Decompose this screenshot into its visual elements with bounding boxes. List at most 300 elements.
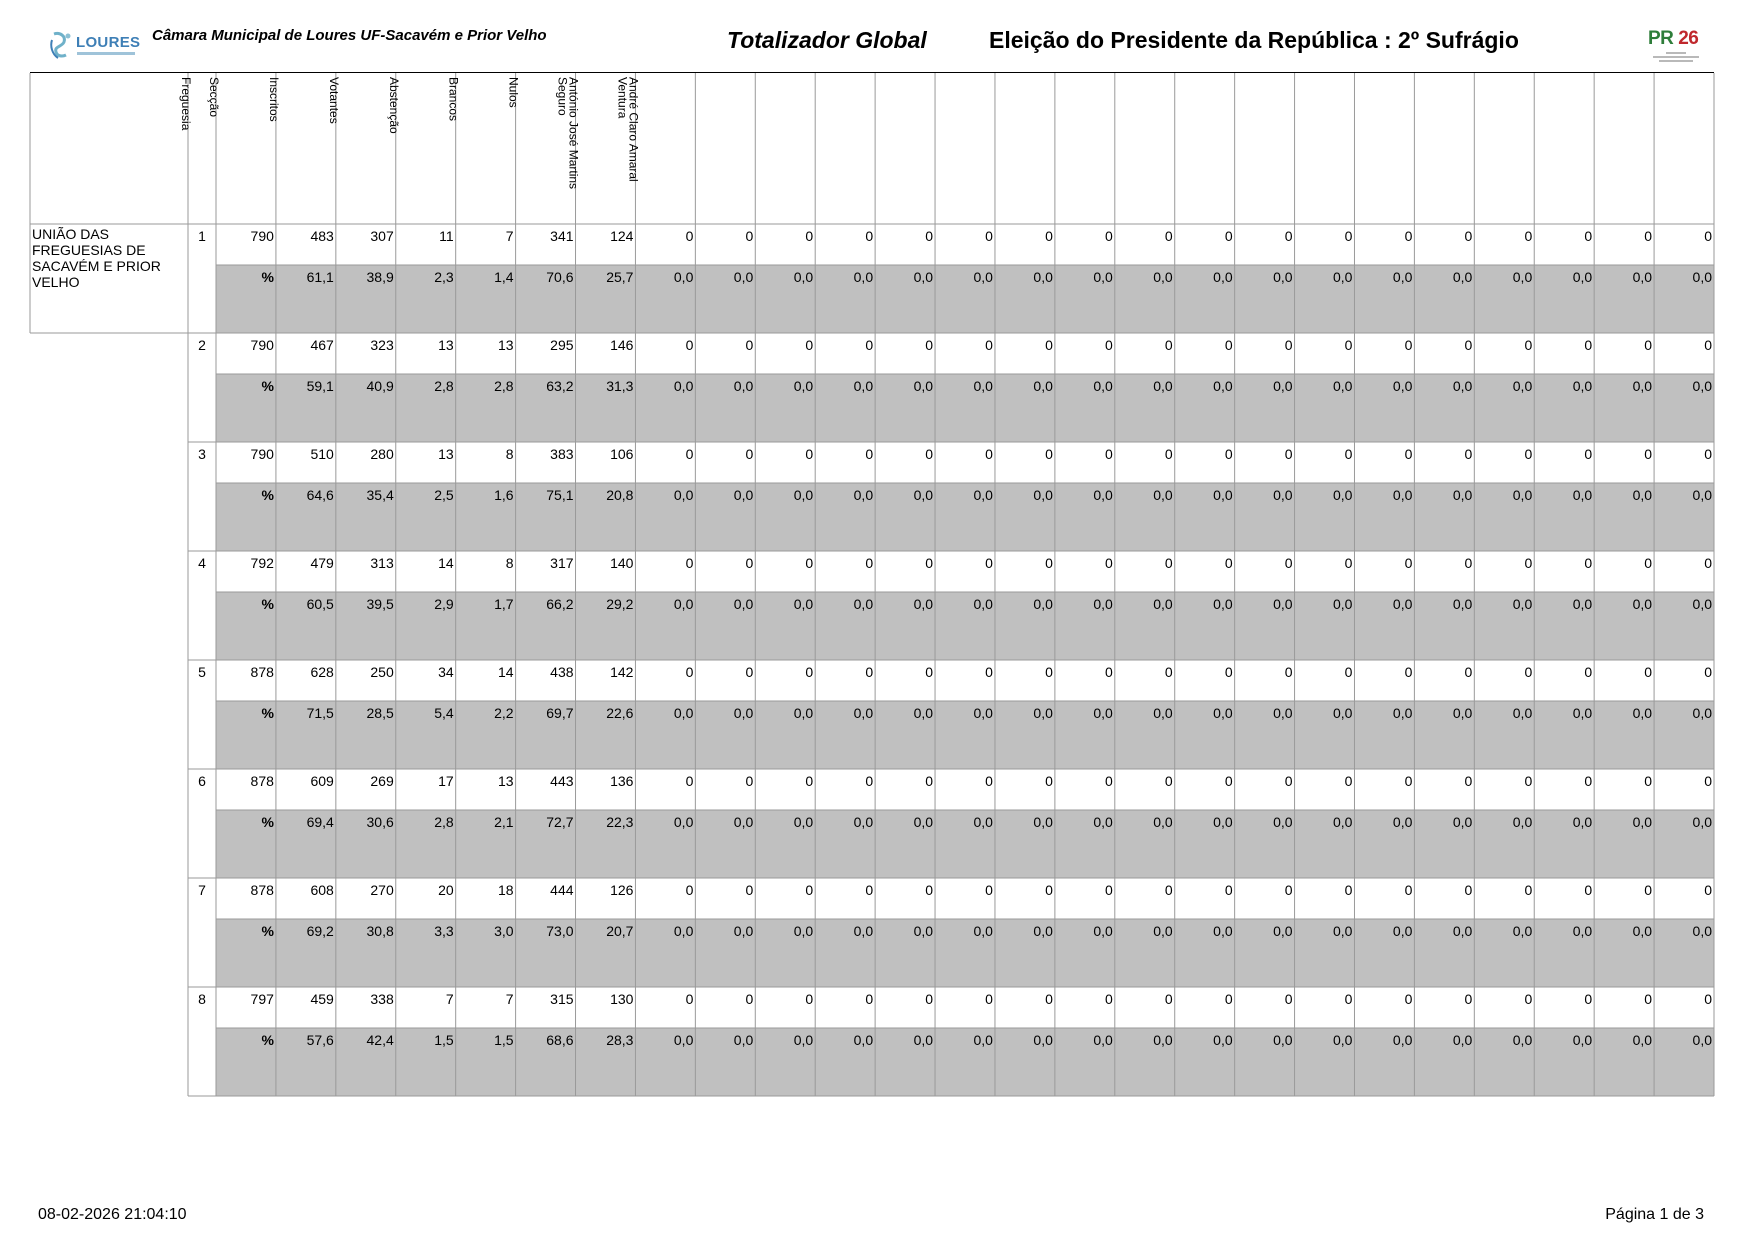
pct-cell: 69,7 <box>546 705 574 721</box>
count-cell: 106 <box>610 446 634 462</box>
count-cell-zero: 0 <box>1524 555 1533 571</box>
count-cell-zero: 0 <box>865 446 874 462</box>
count-cell: 34 <box>438 664 454 680</box>
pct-cell-zero: 0,0 <box>853 1032 874 1048</box>
pct-cell: 20,7 <box>606 923 634 939</box>
count-cell-zero: 0 <box>745 882 754 898</box>
pct-cell-zero: 0,0 <box>1213 814 1233 830</box>
pct-cell: 73,0 <box>546 923 574 939</box>
count-cell-zero: 0 <box>1704 773 1712 789</box>
pct-cell-zero: 0,0 <box>1153 814 1173 830</box>
count-cell-zero: 0 <box>1344 664 1353 680</box>
pct-cell: 75,1 <box>546 487 574 503</box>
count-cell-zero: 0 <box>745 228 754 244</box>
count-cell-zero: 0 <box>1224 991 1233 1007</box>
pct-cell-zero: 0,0 <box>1572 705 1593 721</box>
count-cell: 8 <box>505 555 514 571</box>
count-cell: 140 <box>610 555 634 571</box>
count-cell: 878 <box>250 882 274 898</box>
pct-cell-zero: 0,0 <box>733 923 754 939</box>
pct-label: % <box>261 814 274 830</box>
count-cell: 315 <box>550 991 574 1007</box>
pct-cell-zero: 0,0 <box>673 269 694 285</box>
pct-cell-zero: 0,0 <box>1333 596 1353 612</box>
count-cell: 250 <box>370 664 394 680</box>
count-cell: 11 <box>439 228 454 244</box>
pct-cell-zero: 0,0 <box>1093 487 1113 503</box>
pct-cell: 5,4 <box>434 705 454 721</box>
pct-cell-zero: 0,0 <box>1632 1032 1653 1048</box>
pct-cell-zero: 0,0 <box>1093 269 1113 285</box>
pct-cell-zero: 0,0 <box>973 596 993 612</box>
count-cell: 443 <box>550 773 574 789</box>
count-cell: 483 <box>310 228 334 244</box>
pct-cell-zero: 0,0 <box>973 814 993 830</box>
count-cell-zero: 0 <box>865 773 874 789</box>
pct-cell-zero: 0,0 <box>1033 487 1053 503</box>
pct-cell-zero: 0,0 <box>1632 814 1653 830</box>
pct-cell: 28,5 <box>366 705 394 721</box>
pct-cell-zero: 0,0 <box>793 378 814 394</box>
pct-cell-zero: 0,0 <box>913 814 934 830</box>
count-cell-zero: 0 <box>1524 991 1533 1007</box>
count-cell-zero: 0 <box>1284 882 1293 898</box>
pct-cell-zero: 0,0 <box>1632 487 1653 503</box>
count-cell-zero: 0 <box>1464 991 1473 1007</box>
pct-cell-zero: 0,0 <box>793 1032 814 1048</box>
pct-cell-zero: 0,0 <box>1392 596 1413 612</box>
pct-cell-zero: 0,0 <box>733 596 754 612</box>
pct-cell: 22,6 <box>606 705 634 721</box>
seccao-number: 4 <box>198 555 206 571</box>
pct-cell-zero: 0,0 <box>973 705 993 721</box>
pct-cell-zero: 0,0 <box>1392 378 1413 394</box>
count-cell-zero: 0 <box>1704 882 1712 898</box>
count-cell-zero: 0 <box>985 337 993 353</box>
pct-cell-zero: 0,0 <box>853 596 874 612</box>
count-cell: 17 <box>438 773 454 789</box>
count-cell: 13 <box>438 446 454 462</box>
pct-cell-zero: 0,0 <box>1392 705 1413 721</box>
pct-cell-zero: 0,0 <box>1572 596 1593 612</box>
pct-cell-zero: 0,0 <box>973 269 993 285</box>
count-cell-zero: 0 <box>1224 882 1233 898</box>
count-cell: 7 <box>505 228 514 244</box>
pct-cell-zero: 0,0 <box>1632 705 1653 721</box>
pct-cell-zero: 0,0 <box>913 705 934 721</box>
count-cell-zero: 0 <box>1045 228 1053 244</box>
pct-cell: 2,9 <box>434 596 454 612</box>
count-cell-zero: 0 <box>1045 773 1053 789</box>
pct-cell-zero: 0,0 <box>1153 1032 1173 1048</box>
pct-cell: 1,6 <box>494 487 514 503</box>
pct-cell-zero: 0,0 <box>1213 596 1233 612</box>
pct-cell-zero: 0,0 <box>973 923 993 939</box>
count-cell-zero: 0 <box>685 555 694 571</box>
footer-page-number: Página 1 de 3 <box>1605 1206 1704 1223</box>
pct-cell-zero: 0,0 <box>1692 923 1712 939</box>
pct-cell: 39,5 <box>366 596 394 612</box>
count-cell-zero: 0 <box>985 773 993 789</box>
freguesia-name: UNIÃO DAS FREGUESIAS DE SACAVÉM E PRIOR VELHO <box>32 226 161 290</box>
count-cell-zero: 0 <box>745 664 754 680</box>
pct-cell-zero: 0,0 <box>1153 378 1173 394</box>
count-cell: 510 <box>310 446 334 462</box>
count-cell: 479 <box>310 555 334 571</box>
count-cell-zero: 0 <box>925 882 934 898</box>
pct-cell-zero: 0,0 <box>1333 814 1353 830</box>
pct-cell-zero: 0,0 <box>1273 378 1293 394</box>
count-cell-zero: 0 <box>1224 555 1233 571</box>
pct-cell-zero: 0,0 <box>1392 923 1413 939</box>
count-cell-zero: 0 <box>805 228 814 244</box>
pct-cell-zero: 0,0 <box>973 378 993 394</box>
pct-cell-zero: 0,0 <box>973 1032 993 1048</box>
count-cell: 20 <box>438 882 454 898</box>
pct-cell: 22,3 <box>606 814 634 830</box>
count-cell-zero: 0 <box>1164 882 1173 898</box>
pct-cell: 38,9 <box>366 269 394 285</box>
count-cell: 124 <box>610 228 634 244</box>
pct-cell-zero: 0,0 <box>733 705 754 721</box>
pct-cell-zero: 0,0 <box>913 269 934 285</box>
pct-cell-zero: 0,0 <box>733 814 754 830</box>
count-cell: 130 <box>610 991 634 1007</box>
pct-cell-zero: 0,0 <box>1572 923 1593 939</box>
pct-cell-zero: 0,0 <box>1632 923 1653 939</box>
count-cell: 7 <box>445 991 454 1007</box>
count-cell-zero: 0 <box>1105 337 1113 353</box>
count-cell-zero: 0 <box>1404 555 1413 571</box>
count-cell: 790 <box>250 337 274 353</box>
col-header-6: Nulos <box>506 77 521 108</box>
pct-cell-zero: 0,0 <box>853 814 874 830</box>
col-header-5: Brancos <box>446 77 461 122</box>
pct-cell-zero: 0,0 <box>1093 596 1113 612</box>
count-cell-zero: 0 <box>985 555 993 571</box>
count-cell-zero: 0 <box>1584 882 1593 898</box>
count-cell-zero: 0 <box>805 882 814 898</box>
pct-cell-zero: 0,0 <box>1512 814 1533 830</box>
pct-cell-zero: 0,0 <box>913 378 934 394</box>
count-cell: 13 <box>498 773 514 789</box>
pct-cell: 71,5 <box>306 705 334 721</box>
pct-cell: 64,6 <box>306 487 334 503</box>
pct-cell: 42,4 <box>366 1032 394 1048</box>
count-cell: 18 <box>498 882 514 898</box>
pct-cell-zero: 0,0 <box>1033 269 1053 285</box>
pct-cell-zero: 0,0 <box>1033 1032 1053 1048</box>
col-header-freguesia: Freguesia <box>179 77 193 131</box>
pct-cell-zero: 0,0 <box>1273 923 1293 939</box>
count-cell-zero: 0 <box>1105 555 1113 571</box>
count-cell-zero: 0 <box>1284 664 1293 680</box>
count-cell-zero: 0 <box>1404 882 1413 898</box>
count-cell-zero: 0 <box>1464 446 1473 462</box>
pct-label: % <box>261 487 274 503</box>
count-cell: 280 <box>370 446 394 462</box>
pct-cell-zero: 0,0 <box>1632 378 1653 394</box>
count-cell-zero: 0 <box>865 664 874 680</box>
pct-cell: 72,7 <box>546 814 574 830</box>
count-cell-zero: 0 <box>1584 228 1593 244</box>
count-cell-zero: 0 <box>1464 773 1473 789</box>
pct-cell-zero: 0,0 <box>853 923 874 939</box>
count-cell: 467 <box>310 337 334 353</box>
count-cell-zero: 0 <box>805 773 814 789</box>
pct-cell-zero: 0,0 <box>673 923 694 939</box>
count-cell: 338 <box>370 991 394 1007</box>
count-cell-zero: 0 <box>1284 555 1293 571</box>
count-cell: 14 <box>438 555 454 571</box>
count-cell-zero: 0 <box>1584 664 1593 680</box>
pct-cell-zero: 0,0 <box>1093 814 1113 830</box>
pct-cell: 70,6 <box>546 269 574 285</box>
pct-cell-zero: 0,0 <box>1153 923 1173 939</box>
pct-cell-zero: 0,0 <box>1153 705 1173 721</box>
count-cell-zero: 0 <box>1584 991 1593 1007</box>
pct-cell-zero: 0,0 <box>1692 596 1712 612</box>
pct-cell-zero: 0,0 <box>1273 269 1293 285</box>
pct-cell-zero: 0,0 <box>1692 269 1712 285</box>
count-cell-zero: 0 <box>1344 773 1353 789</box>
count-cell-zero: 0 <box>1344 228 1353 244</box>
count-cell-zero: 0 <box>1644 882 1653 898</box>
count-cell-zero: 0 <box>1164 664 1173 680</box>
pct-cell-zero: 0,0 <box>1452 269 1473 285</box>
count-cell-zero: 0 <box>925 446 934 462</box>
pct-cell-zero: 0,0 <box>1213 705 1233 721</box>
count-cell-zero: 0 <box>805 337 814 353</box>
count-cell: 609 <box>310 773 334 789</box>
count-cell-zero: 0 <box>805 446 814 462</box>
pct-cell-zero: 0,0 <box>1512 487 1533 503</box>
pct-cell-zero: 0,0 <box>733 1032 754 1048</box>
pct-cell-zero: 0,0 <box>1033 923 1053 939</box>
count-cell: 313 <box>370 555 394 571</box>
pct-cell: 2,2 <box>494 705 514 721</box>
pct-cell-zero: 0,0 <box>1153 487 1173 503</box>
count-cell-zero: 0 <box>1524 337 1533 353</box>
count-cell-zero: 0 <box>1644 991 1653 1007</box>
pct-cell-zero: 0,0 <box>673 705 694 721</box>
pct-cell-zero: 0,0 <box>1273 596 1293 612</box>
pct-cell-zero: 0,0 <box>733 269 754 285</box>
count-cell-zero: 0 <box>925 991 934 1007</box>
pct-cell-zero: 0,0 <box>1333 1032 1353 1048</box>
pct-cell: 3,0 <box>494 923 514 939</box>
count-cell-zero: 0 <box>1045 555 1053 571</box>
count-cell: 14 <box>498 664 514 680</box>
pct-cell: 68,6 <box>546 1032 574 1048</box>
count-cell-zero: 0 <box>1164 991 1173 1007</box>
header-totalizer: Totalizador Global <box>727 27 927 53</box>
count-cell-zero: 0 <box>925 228 934 244</box>
count-cell: 878 <box>250 773 274 789</box>
pct-cell-zero: 0,0 <box>913 1032 934 1048</box>
pct-cell: 69,2 <box>306 923 334 939</box>
count-cell-zero: 0 <box>1404 228 1413 244</box>
pct-label: % <box>261 923 274 939</box>
pct-cell-zero: 0,0 <box>793 487 814 503</box>
count-cell: 7 <box>505 991 514 1007</box>
header-organization: Câmara Municipal de Loures UF-Sacavém e Prior Velho <box>152 27 547 44</box>
pct-cell: 61,1 <box>306 269 334 285</box>
seccao-number: 2 <box>198 337 206 353</box>
count-cell: 13 <box>438 337 454 353</box>
col-header-4: Abstenção <box>386 77 401 134</box>
pct-cell: 66,2 <box>546 596 574 612</box>
count-cell-zero: 0 <box>985 882 993 898</box>
footer-datetime: 08-02-2026 21:04:10 <box>38 1206 187 1223</box>
count-cell-zero: 0 <box>1524 664 1533 680</box>
seccao-number: 5 <box>198 664 206 680</box>
pct-cell-zero: 0,0 <box>1273 814 1293 830</box>
count-cell-zero: 0 <box>925 337 934 353</box>
count-cell-zero: 0 <box>745 555 754 571</box>
count-cell: 792 <box>250 555 274 571</box>
count-cell-zero: 0 <box>685 664 694 680</box>
seccao-number: 3 <box>198 446 206 462</box>
pct-label: % <box>261 269 274 285</box>
pct-cell-zero: 0,0 <box>1452 487 1473 503</box>
pct-cell-zero: 0,0 <box>1572 269 1593 285</box>
count-cell: 628 <box>310 664 334 680</box>
count-cell-zero: 0 <box>745 337 754 353</box>
count-cell-zero: 0 <box>1404 446 1413 462</box>
count-cell-zero: 0 <box>1404 991 1413 1007</box>
count-cell: 136 <box>610 773 634 789</box>
pct-cell-zero: 0,0 <box>1392 814 1413 830</box>
pct-cell-zero: 0,0 <box>1452 923 1473 939</box>
count-cell-zero: 0 <box>1284 773 1293 789</box>
count-cell-zero: 0 <box>1224 773 1233 789</box>
count-cell-zero: 0 <box>1105 991 1113 1007</box>
count-cell-zero: 0 <box>1584 337 1593 353</box>
count-cell-zero: 0 <box>1404 337 1413 353</box>
count-cell-zero: 0 <box>1284 228 1293 244</box>
count-cell: 438 <box>550 664 574 680</box>
count-cell-zero: 0 <box>1045 664 1053 680</box>
pct-cell-zero: 0,0 <box>1512 269 1533 285</box>
pct-cell: 69,4 <box>306 814 334 830</box>
pct-cell-zero: 0,0 <box>1512 923 1533 939</box>
pct-cell: 2,5 <box>434 487 454 503</box>
count-cell-zero: 0 <box>745 991 754 1007</box>
count-cell-zero: 0 <box>1224 337 1233 353</box>
count-cell-zero: 0 <box>1404 664 1413 680</box>
count-cell-zero: 0 <box>685 446 694 462</box>
pct-cell-zero: 0,0 <box>673 487 694 503</box>
pct-cell-zero: 0,0 <box>1692 814 1712 830</box>
pct-cell-zero: 0,0 <box>1033 378 1053 394</box>
pct-cell: 2,8 <box>494 378 514 394</box>
pct-cell-zero: 0,0 <box>913 487 934 503</box>
pct-cell-zero: 0,0 <box>1213 923 1233 939</box>
count-cell-zero: 0 <box>925 773 934 789</box>
col-header-3: Votantes <box>326 77 341 124</box>
count-cell-zero: 0 <box>1644 337 1653 353</box>
count-cell-zero: 0 <box>925 555 934 571</box>
pct-cell-zero: 0,0 <box>973 487 993 503</box>
pct-cell-zero: 0,0 <box>1572 814 1593 830</box>
pct-cell-zero: 0,0 <box>793 269 814 285</box>
pct-cell-zero: 0,0 <box>1692 378 1712 394</box>
pct-cell-zero: 0,0 <box>1692 487 1712 503</box>
count-cell-zero: 0 <box>1584 773 1593 789</box>
pct-cell-zero: 0,0 <box>1333 923 1353 939</box>
count-cell-zero: 0 <box>1704 555 1712 571</box>
count-cell-zero: 0 <box>1524 228 1533 244</box>
count-cell-zero: 0 <box>1464 555 1473 571</box>
pct-cell-zero: 0,0 <box>1213 487 1233 503</box>
count-cell: 608 <box>310 882 334 898</box>
seccao-number: 8 <box>198 991 206 1007</box>
count-cell-zero: 0 <box>1224 228 1233 244</box>
count-cell-zero: 0 <box>1164 773 1173 789</box>
pct-cell-zero: 0,0 <box>1273 1032 1293 1048</box>
pct-cell: 59,1 <box>306 378 334 394</box>
pct-cell-zero: 0,0 <box>793 923 814 939</box>
pct-cell: 2,1 <box>494 814 514 830</box>
count-cell: 270 <box>370 882 394 898</box>
count-cell: 146 <box>610 337 634 353</box>
col-header-2: Inscritos <box>266 77 281 122</box>
pct-cell: 30,8 <box>366 923 394 939</box>
pct-cell: 57,6 <box>306 1032 334 1048</box>
pct-cell: 25,7 <box>606 269 634 285</box>
pct-cell-zero: 0,0 <box>913 923 934 939</box>
pct-cell-zero: 0,0 <box>1392 487 1413 503</box>
pct-cell: 1,4 <box>494 269 514 285</box>
pct-cell: 31,3 <box>606 378 634 394</box>
pct-label: % <box>261 378 274 394</box>
count-cell-zero: 0 <box>985 228 993 244</box>
count-cell-zero: 0 <box>1164 555 1173 571</box>
header-election: Eleição do Presidente da República : 2º Sufrágio <box>989 27 1519 53</box>
pct-cell-zero: 0,0 <box>1213 269 1233 285</box>
pct-cell-zero: 0,0 <box>733 487 754 503</box>
count-cell-zero: 0 <box>685 773 694 789</box>
count-cell: 459 <box>310 991 334 1007</box>
count-cell-zero: 0 <box>1164 446 1173 462</box>
pct-cell-zero: 0,0 <box>1333 378 1353 394</box>
pr26-logo-text: PR 26 <box>1648 28 1699 49</box>
count-cell-zero: 0 <box>985 991 993 1007</box>
count-cell-zero: 0 <box>685 228 694 244</box>
pct-cell-zero: 0,0 <box>793 814 814 830</box>
count-cell-zero: 0 <box>1045 446 1053 462</box>
count-cell: 383 <box>550 446 574 462</box>
pct-cell-zero: 0,0 <box>1333 487 1353 503</box>
count-cell-zero: 0 <box>1224 446 1233 462</box>
pct-cell: 20,8 <box>606 487 634 503</box>
pct-cell-zero: 0,0 <box>1632 269 1653 285</box>
count-cell: 317 <box>550 555 574 571</box>
count-cell-zero: 0 <box>1644 228 1653 244</box>
pct-cell: 1,5 <box>434 1032 454 1048</box>
count-cell-zero: 0 <box>1524 773 1533 789</box>
pct-cell-zero: 0,0 <box>1452 1032 1473 1048</box>
count-cell-zero: 0 <box>1464 337 1473 353</box>
count-cell: 797 <box>250 991 274 1007</box>
pct-cell-zero: 0,0 <box>1512 705 1533 721</box>
count-cell-zero: 0 <box>865 555 874 571</box>
pct-cell-zero: 0,0 <box>1392 269 1413 285</box>
count-cell-zero: 0 <box>1344 446 1353 462</box>
count-cell-zero: 0 <box>805 555 814 571</box>
count-cell-zero: 0 <box>1344 337 1353 353</box>
